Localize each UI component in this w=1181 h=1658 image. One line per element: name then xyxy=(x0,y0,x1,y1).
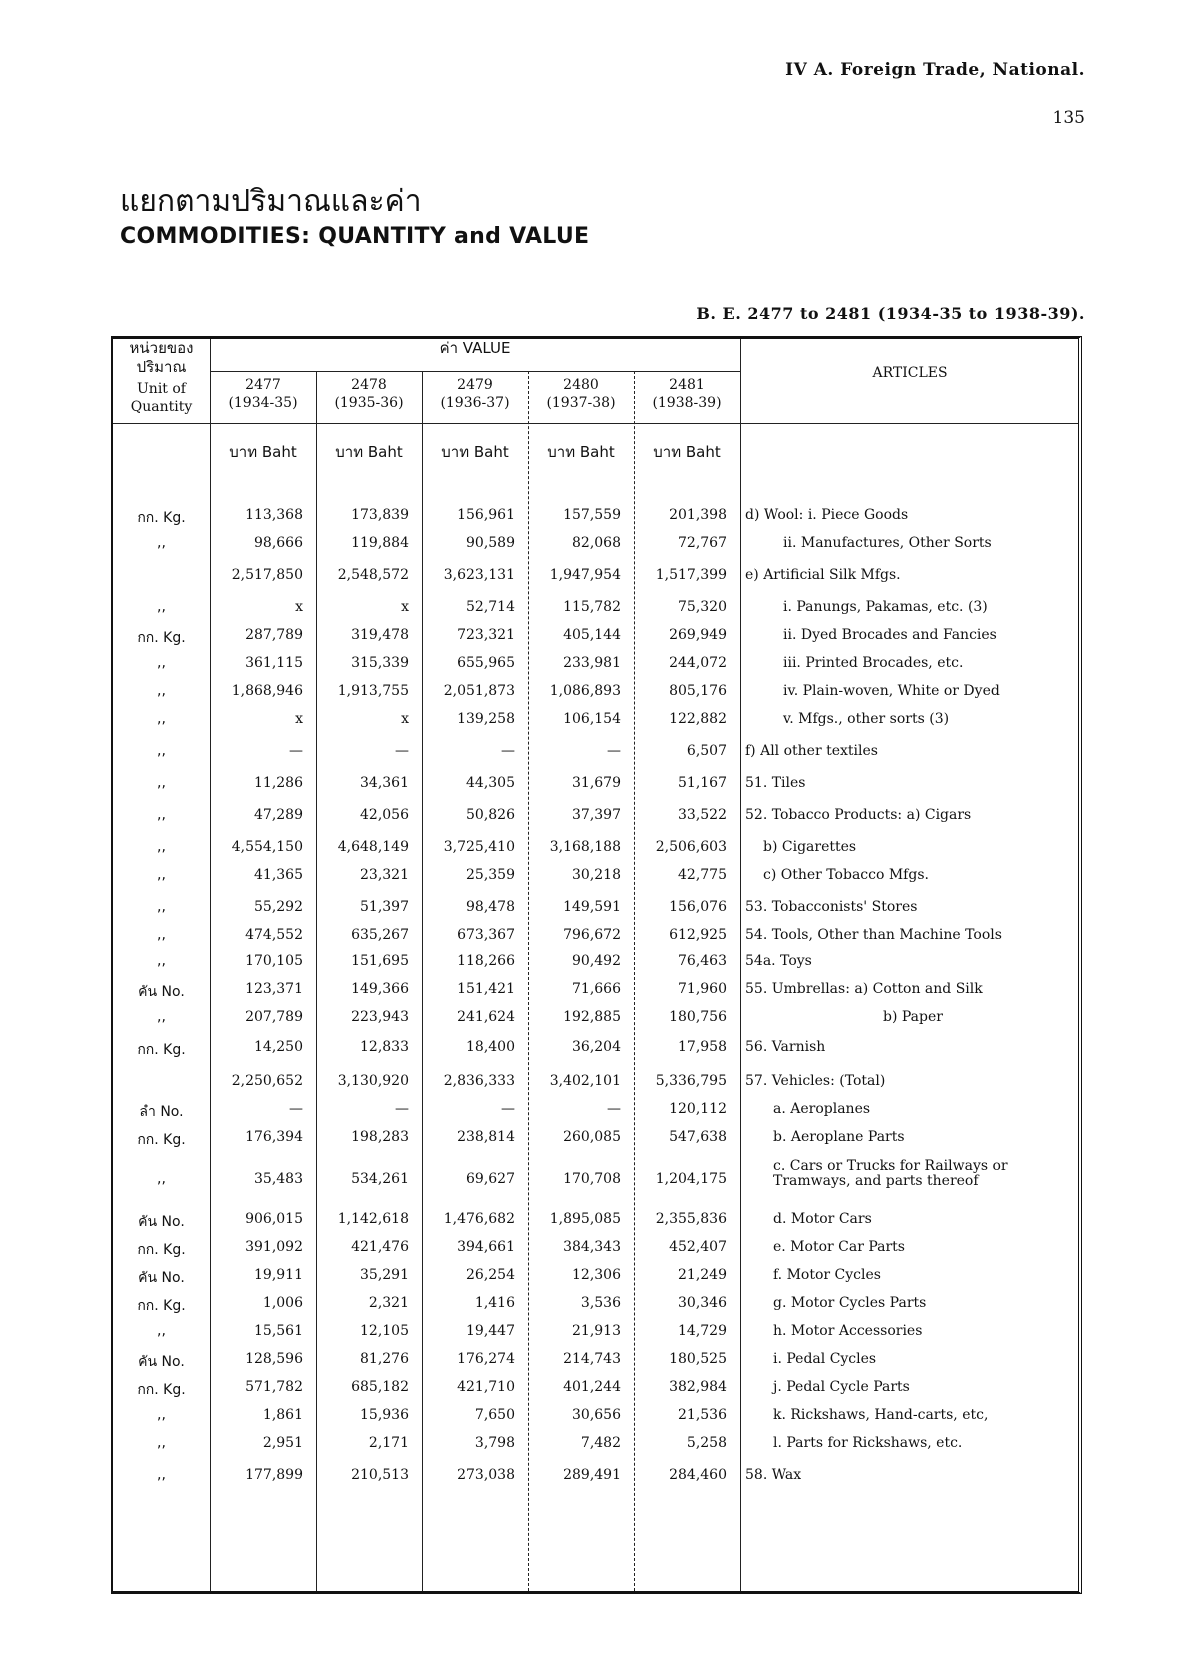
header-rule xyxy=(210,371,740,372)
table-row: ,, 1,868,946 1,913,755 2,051,873 1,086,893 805,176 iv. Plain-woven, White or Dyed xyxy=(157,683,1000,699)
table-row: ,, 2,951 2,171 3,798 7,482 5,258 l. Parts for Rickshaws, etc. xyxy=(157,1435,963,1451)
table-row: 2,250,652 3,130,920 2,836,333 3,402,101 5,336,795 57. Vehicles: (Total) xyxy=(231,1073,886,1089)
table-row: ,, 474,552 635,267 673,367 796,672 612,925 54. Tools, Other than Machine Tools xyxy=(157,927,1002,943)
currency-label: บาท Baht xyxy=(335,443,403,461)
page-number: 135 xyxy=(1052,108,1085,128)
table-row: กก. Kg. 14,250 12,833 18,400 36,204 17,958 56. Varnish xyxy=(137,1039,826,1058)
table-row: ,, 11,286 34,361 44,305 31,679 51,167 51. Tiles xyxy=(157,775,806,791)
table-row: กก. Kg. 1,006 2,321 1,416 3,536 30,346 g. Motor Cycles Parts xyxy=(137,1295,927,1314)
table-row: ,, x x 52,714 115,782 75,320 i. Panungs, Pakamas, etc. (3) xyxy=(157,599,988,615)
commodities-table xyxy=(111,336,1082,1594)
currency-label: บาท Baht xyxy=(653,443,721,461)
table-row: ,, 41,365 23,321 25,359 30,218 42,775 c) Other Tobacco Mfgs. xyxy=(157,867,929,883)
table-row: ,, 177,899 210,513 273,038 289,491 284,460 58. Wax xyxy=(157,1467,802,1483)
header-rule xyxy=(113,423,1078,424)
table-row: 2,517,850 2,548,572 3,623,131 1,947,954 1,517,399 e) Artificial Silk Mfgs. xyxy=(231,567,901,583)
table-row: คัน No. 906,015 1,142,618 1,476,682 1,895,085 2,355,836 d. Motor Cars xyxy=(138,1211,872,1230)
table-row: คัน No. 19,911 35,291 26,254 12,306 21,249 f. Motor Cycles xyxy=(138,1267,881,1286)
year-header: 2481 (1938-39) xyxy=(652,377,722,411)
title-thai: แยกตามปริมาณและค่า xyxy=(120,184,422,219)
table-row: ,, 4,554,150 4,648,149 3,725,410 3,168,188 2,506,603 b) Cigarettes xyxy=(157,839,857,855)
table-row: ,, 47,289 42,056 50,826 37,397 33,522 52. Tobacco Products: a) Cigars xyxy=(157,807,972,823)
table-row: กก. Kg. 287,789 319,478 723,321 405,144 269,949 ii. Dyed Brocades and Fancies xyxy=(137,627,997,646)
table-row: คัน No. 123,371 149,366 151,421 71,666 71,960 55. Umbrellas: a) Cotton and Silk xyxy=(138,981,983,1000)
table-row: คัน No. 128,596 81,276 176,274 214,743 180,525 i. Pedal Cycles xyxy=(138,1351,877,1370)
year-header: 2478 (1935-36) xyxy=(334,377,404,411)
table-row: กก. Kg. 391,092 421,476 394,661 384,343 452,407 e. Motor Car Parts xyxy=(137,1239,905,1258)
table-row: ,, 170,105 151,695 118,266 90,492 76,463 54a. Toys xyxy=(157,953,812,969)
table-row: ,, 35,483 534,261 69,627 170,708 1,204,175 c. Cars or Trucks for Railways or Tramways, and parts thereof xyxy=(157,1158,1008,1190)
year-header: 2480 (1937-38) xyxy=(546,377,616,411)
unit-header-thai: หน่วยของปริมาณ xyxy=(129,339,194,376)
table-row: ,, 361,115 315,339 655,965 233,981 244,072 iii. Printed Brocades, etc. xyxy=(157,655,964,671)
title-english: COMMODITIES: QUANTITY and VALUE xyxy=(120,224,590,249)
table-row: ,, 207,789 223,943 241,624 192,885 180,756 b) Paper xyxy=(157,1009,943,1025)
articles-header: ARTICLES xyxy=(872,365,948,381)
table-row: กก. Kg. 571,782 685,182 421,710 401,244 382,984 j. Pedal Cycle Parts xyxy=(137,1379,910,1398)
table-row: กก. Kg. 113,368 173,839 156,961 157,559 201,398 d) Wool: i. Piece Goods xyxy=(137,507,909,526)
running-header: IV A. Foreign Trade, National. xyxy=(785,60,1085,80)
year-header: 2479 (1936-37) xyxy=(440,377,510,411)
table-row: ,, — — — — 6,507 f) All other textiles xyxy=(157,743,878,759)
table-row: ,, x x 139,258 106,154 122,882 v. Mfgs., other sorts (3) xyxy=(157,711,950,727)
table-row: ,, 15,561 12,105 19,447 21,913 14,729 h. Motor Accessories xyxy=(157,1323,923,1339)
table-row: ,, 98,666 119,884 90,589 82,068 72,767 ii. Manufactures, Other Sorts xyxy=(157,535,992,551)
period-range: B. E. 2477 to 2481 (1934-35 to 1938-39). xyxy=(696,304,1085,323)
year-header: 2477 (1934-35) xyxy=(228,377,298,411)
table-row: ,, 1,861 15,936 7,650 30,656 21,536 k. Rickshaws, Hand-carts, etc, xyxy=(157,1407,989,1423)
table-row: ลำ No. — — — — 120,112 a. Aeroplanes xyxy=(139,1101,871,1120)
table-row: กก. Kg. 176,394 198,283 238,814 260,085 547,638 b. Aeroplane Parts xyxy=(137,1129,905,1148)
currency-label: บาท Baht xyxy=(547,443,615,461)
unit-header-english: Unit of Quantity xyxy=(130,381,193,415)
table-row: ,, 55,292 51,397 98,478 149,591 156,076 53. Tobacconists' Stores xyxy=(157,899,918,915)
value-header: ค่า VALUE xyxy=(439,339,511,357)
currency-label: บาท Baht xyxy=(229,443,297,461)
currency-label: บาท Baht xyxy=(441,443,509,461)
